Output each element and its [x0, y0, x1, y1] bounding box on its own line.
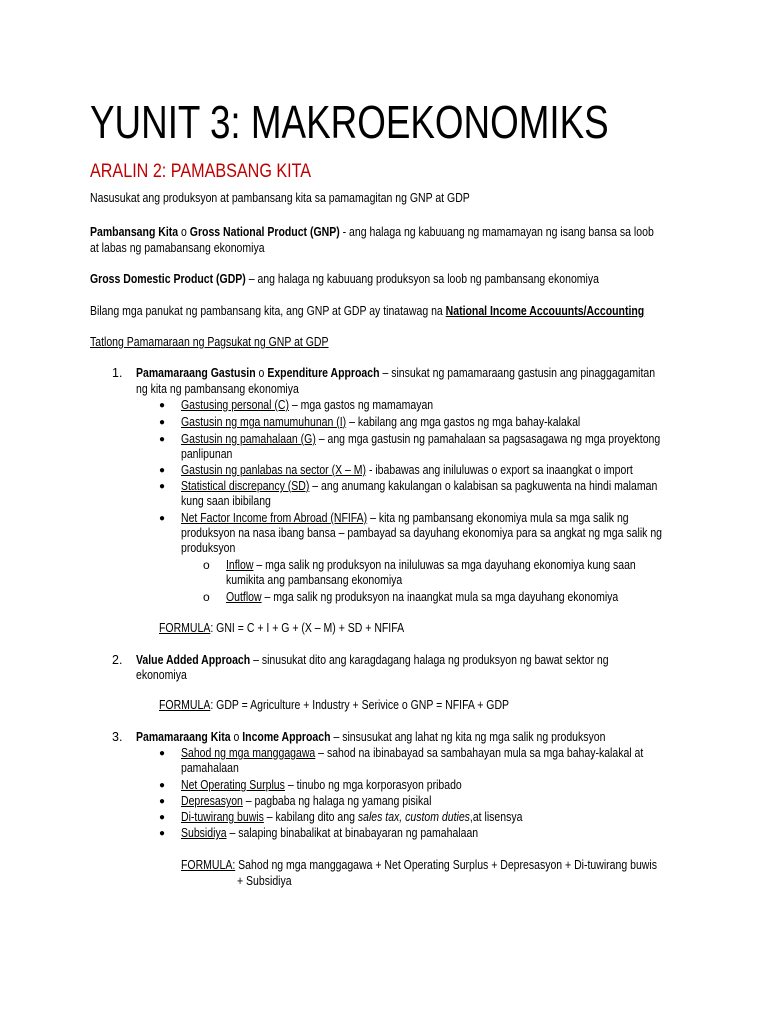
- list-item: Net Factor Income from Abroad (NFIFA) – kita ng pambansang ekonomiya mula sa mga salik ng: [181, 511, 629, 525]
- sub-list-item: Inflow – mga salik ng produksyon na iniluluwas sa mga dayuhang ekonomiya kung saan: [226, 558, 636, 572]
- list-item: Statistical discrepancy (SD) – ang anumang kakulangan o kalabisan sa pagkuwenta na hindi malaman: [181, 479, 658, 493]
- bullet-icon: ●: [159, 465, 166, 476]
- bullet-icon: ●: [159, 812, 166, 823]
- method1-number: 1.: [112, 366, 123, 380]
- intro-paragraph: Nasusukat ang produksyon at pambansang kita sa pamamagitan ng GNP at GDP: [90, 191, 470, 205]
- method1-heading-line2: ng kita ng pambansang ekonomiya: [136, 382, 299, 396]
- accounting-term: National Income Accouunts/Accounting: [445, 304, 645, 318]
- bullet-icon: ●: [159, 513, 166, 524]
- method3-number: 3.: [112, 730, 123, 744]
- list-item-line3: produksyon: [181, 541, 236, 555]
- list-item: Sahod ng mga manggagawa – sahod na ibinabayad sa sambahayan mula sa mga bahay-kalakal at: [181, 746, 644, 760]
- list-item: Gastusin ng panlabas na sector (X – M) - ibabawas ang iniluluwas o export sa inaangkat o import: [181, 463, 633, 477]
- list-item-line2: panlipunan: [181, 447, 233, 461]
- gdp-term: Gross Domestic Product (GDP): [90, 272, 246, 286]
- list-item: Gastusin ng pamahalaan (G) – ang mga gastusin ng pamahalaan sa pagsasagawa ng mga proyektong: [181, 432, 661, 446]
- sub-list-item: Outflow – mga salik ng produksyon na inaangkat mula sa mga dayuhang ekonomiya: [226, 590, 619, 604]
- list-item: Net Operating Surplus – tinubo ng mga korporasyon pribado: [181, 778, 462, 792]
- list-item-line2: produksyon na nasa ibang bansa – pambayad sa dayuhang ekonomiya para sa angkat ng mga salik ng: [181, 526, 663, 540]
- formula-gdp: FORMULA: GDP = Agriculture + Industry + Serivice o GNP = NFIFA + GDP: [159, 698, 510, 712]
- circle-bullet-icon: o: [203, 558, 210, 572]
- accounting-paragraph: Bilang mga panukat ng pambansang kita, ang GNP at GDP ay tinatawag na National Income Accouunts/Accounting: [90, 304, 645, 318]
- list-item: Gastusin ng mga namumuhunan (I) – kabilang ang mga gastos ng mga bahay-kalakal: [181, 415, 581, 429]
- bullet-icon: ●: [159, 796, 166, 807]
- gnp-term-b: Gross National Product (GNP): [189, 225, 340, 239]
- gnp-definition-line2: at labas ng pamabansang ekonomiya: [90, 241, 265, 255]
- formula-income: FORMULA: Sahod ng mga manggagawa + Net Operating Surplus + Depresasyon + Di-tuwirang buwis: [181, 858, 657, 872]
- list-item: Depresasyon – pagbaba ng halaga ng yamang pisikal: [181, 794, 432, 808]
- bullet-icon: ●: [159, 780, 166, 791]
- bullet-icon: ●: [159, 828, 166, 839]
- list-item-line2: kung saan ibibilang: [181, 494, 271, 508]
- method3-heading: Pamamaraang Kita o Income Approach – sinsusukat ang lahat ng kita ng mga salik ng produksyon: [136, 730, 606, 744]
- bullet-icon: ●: [159, 748, 166, 759]
- method1-heading: Pamamaraang Gastusin o Expenditure Approach – sinsukat ng pamamaraang gastusin ang pinaggagamitan: [136, 366, 656, 380]
- gnp-definition: Pambansang Kita o Gross National Product (GNP) - ang halaga ng kabuuang ng mamamayan ng isang bansa sa loob: [90, 225, 654, 239]
- sub-list-item-line2: kumikita ang pambansang ekonomiya: [226, 573, 403, 587]
- bullet-icon: ●: [159, 434, 166, 445]
- gdp-definition: Gross Domestic Product (GDP) – ang halaga ng kabuuang produksyon sa loob ng pambansang ekonomiya: [90, 272, 599, 286]
- bullet-icon: ●: [159, 417, 166, 428]
- formula-gni: FORMULA: GNI = C + I + G + (X – M) + SD + NFIFA: [159, 621, 405, 635]
- formula-income-line2: + Subsidiya: [237, 874, 292, 888]
- gnp-term-a: Pambansang Kita: [90, 225, 179, 239]
- method2-heading: Value Added Approach – sinusukat dito ang karagdagang halaga ng produksyon ng bawat sektor ng: [136, 653, 609, 667]
- list-item: Di-tuwirang buwis – kabilang dito ang sales tax, custom duties,at lisensya: [181, 810, 523, 824]
- list-item-line2: pamahalaan: [181, 761, 239, 775]
- method2-number: 2.: [112, 653, 123, 667]
- list-item: Gastusing personal (C) – mga gastos ng mamamayan: [181, 398, 434, 412]
- list-item: Subsidiya – salaping binabalikat at binabayaran ng pamahalaan: [181, 826, 479, 840]
- document-title: YUNIT 3: MAKROEKONOMIKS: [90, 96, 609, 148]
- lesson-subtitle: ARALIN 2: PAMABSANG KITA: [90, 161, 312, 182]
- method2-heading-line2: ekonomiya: [136, 668, 187, 682]
- circle-bullet-icon: o: [203, 590, 210, 604]
- bullet-icon: ●: [159, 400, 166, 411]
- bullet-icon: ●: [159, 481, 166, 492]
- methods-heading: Tatlong Pamamaraan ng Pagsukat ng GNP at GDP: [90, 335, 329, 349]
